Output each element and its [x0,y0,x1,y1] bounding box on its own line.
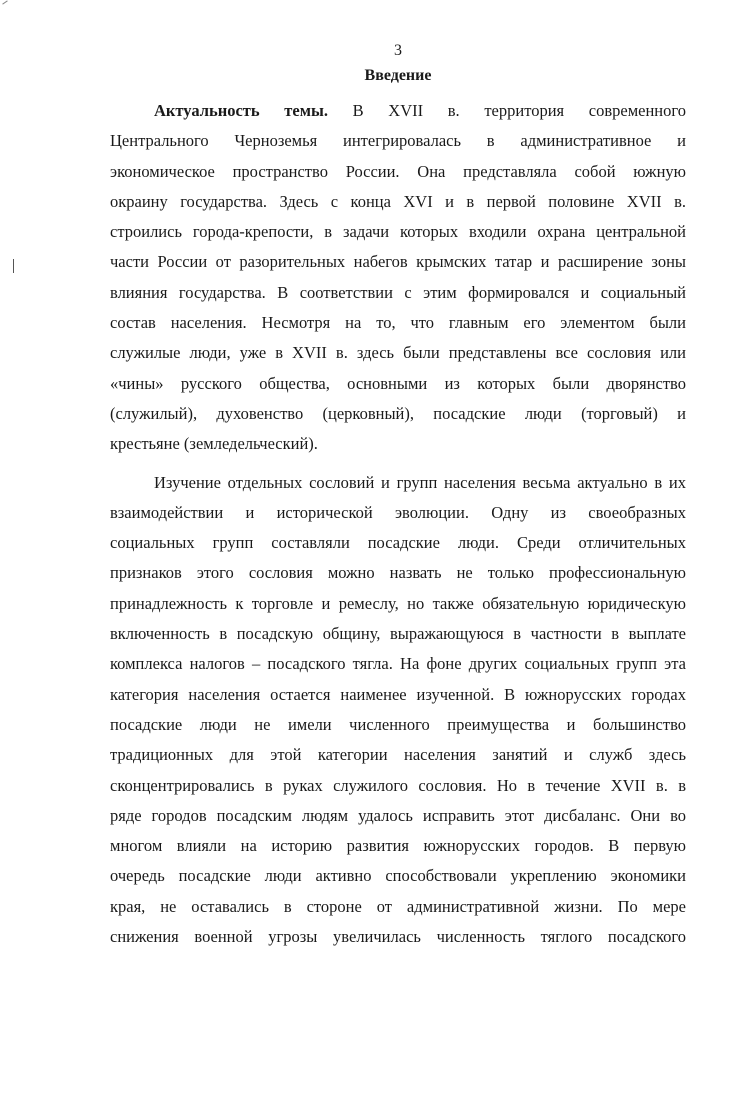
paragraph-line: посадские люди не имели численного преимущества и большинство [110,714,686,734]
paragraph-line: ряде городов посадским людям удалось исправить этот дисбаланс. Они во [110,805,686,825]
page-number: 3 [394,42,402,59]
paragraph-line: строились города-крепости, в задачи которых входили охрана центральной [110,222,686,242]
scan-artifact-mark [13,259,14,273]
paragraph-line: крестьяне (земледельческий). [110,434,318,454]
section-heading: Введение [364,67,432,84]
paragraph-line: служилые люди, уже в XVII в. здесь были представлены все сословия или [110,343,686,363]
document-body [110,96,686,952]
paragraph-study [110,468,686,953]
paragraph-line: (служилый), духовенство (церковный), посадские люди (торговый) и [110,403,686,423]
paragraph-line: многом влияли на историю развития южнорусских городов. В первую [110,836,686,856]
scan-artifact-corner [2,0,7,4]
paragraph-line: «чины» русского общества, основными из которых были дворянство [110,373,686,393]
paragraph-relevance [110,96,686,460]
paragraph-line: Центрального Черноземья интегрировалась в административное и [110,131,686,151]
paragraph-line: признаков этого сословия можно назвать не только профессиональную [110,563,686,583]
paragraph-line: влияния государства. В соответствии с этим формировался и социальный [110,282,686,302]
paragraph-line: включенность в посадскую общину, выражающуюся в частности в выплате [110,624,686,644]
paragraph-line: окраину государства. Здесь с конца XVI и в первой половине XVII в. [110,191,686,211]
paragraph-line: принадлежность к торговле и ремеслу, но также обязательную юридическую [110,593,686,613]
paragraph-line: взаимодействии и исторической эволюции. Одну из своеобразных [110,502,686,522]
paragraph-line: социальных групп составляли посадские люди. Среди отличительных [110,533,686,553]
paragraph-line: снижения военной угрозы увеличилась численность тяглого посадского [110,927,686,947]
lead-phrase: Актуальность темы. [154,101,328,120]
paragraph-line: части России от разорительных набегов крымских татар и расширение зоны [110,252,686,272]
paragraph-line [110,96,686,126]
paragraph-gap [110,460,686,468]
paragraph-line: края, не оставались в стороне от административной жизни. По мере [110,896,686,916]
line-text: В XVII в. территория современного [352,101,686,120]
paragraph-line: Изучение отдельных сословий и групп населения весьма актуально в их [154,472,686,492]
paragraph-line: очередь посадские люди активно способствовали укреплению экономики [110,866,686,886]
paragraph-line: традиционных для этой категории населения занятий и служб здесь [110,745,686,765]
paragraph-line: состав населения. Несмотря на то, что главным его элементом были [110,313,686,333]
paragraph-line: экономическое пространство России. Она представляла собой южную [110,161,686,181]
paragraph-line: комплекса налогов – посадского тягла. На фоне других социальных групп эта [110,654,686,674]
paragraph-line: категория населения остается наименее изученной. В южнорусских городах [110,684,686,704]
paragraph-line: сконцентрировались в руках служилого сословия. Но в течение XVII в. в [110,775,686,795]
